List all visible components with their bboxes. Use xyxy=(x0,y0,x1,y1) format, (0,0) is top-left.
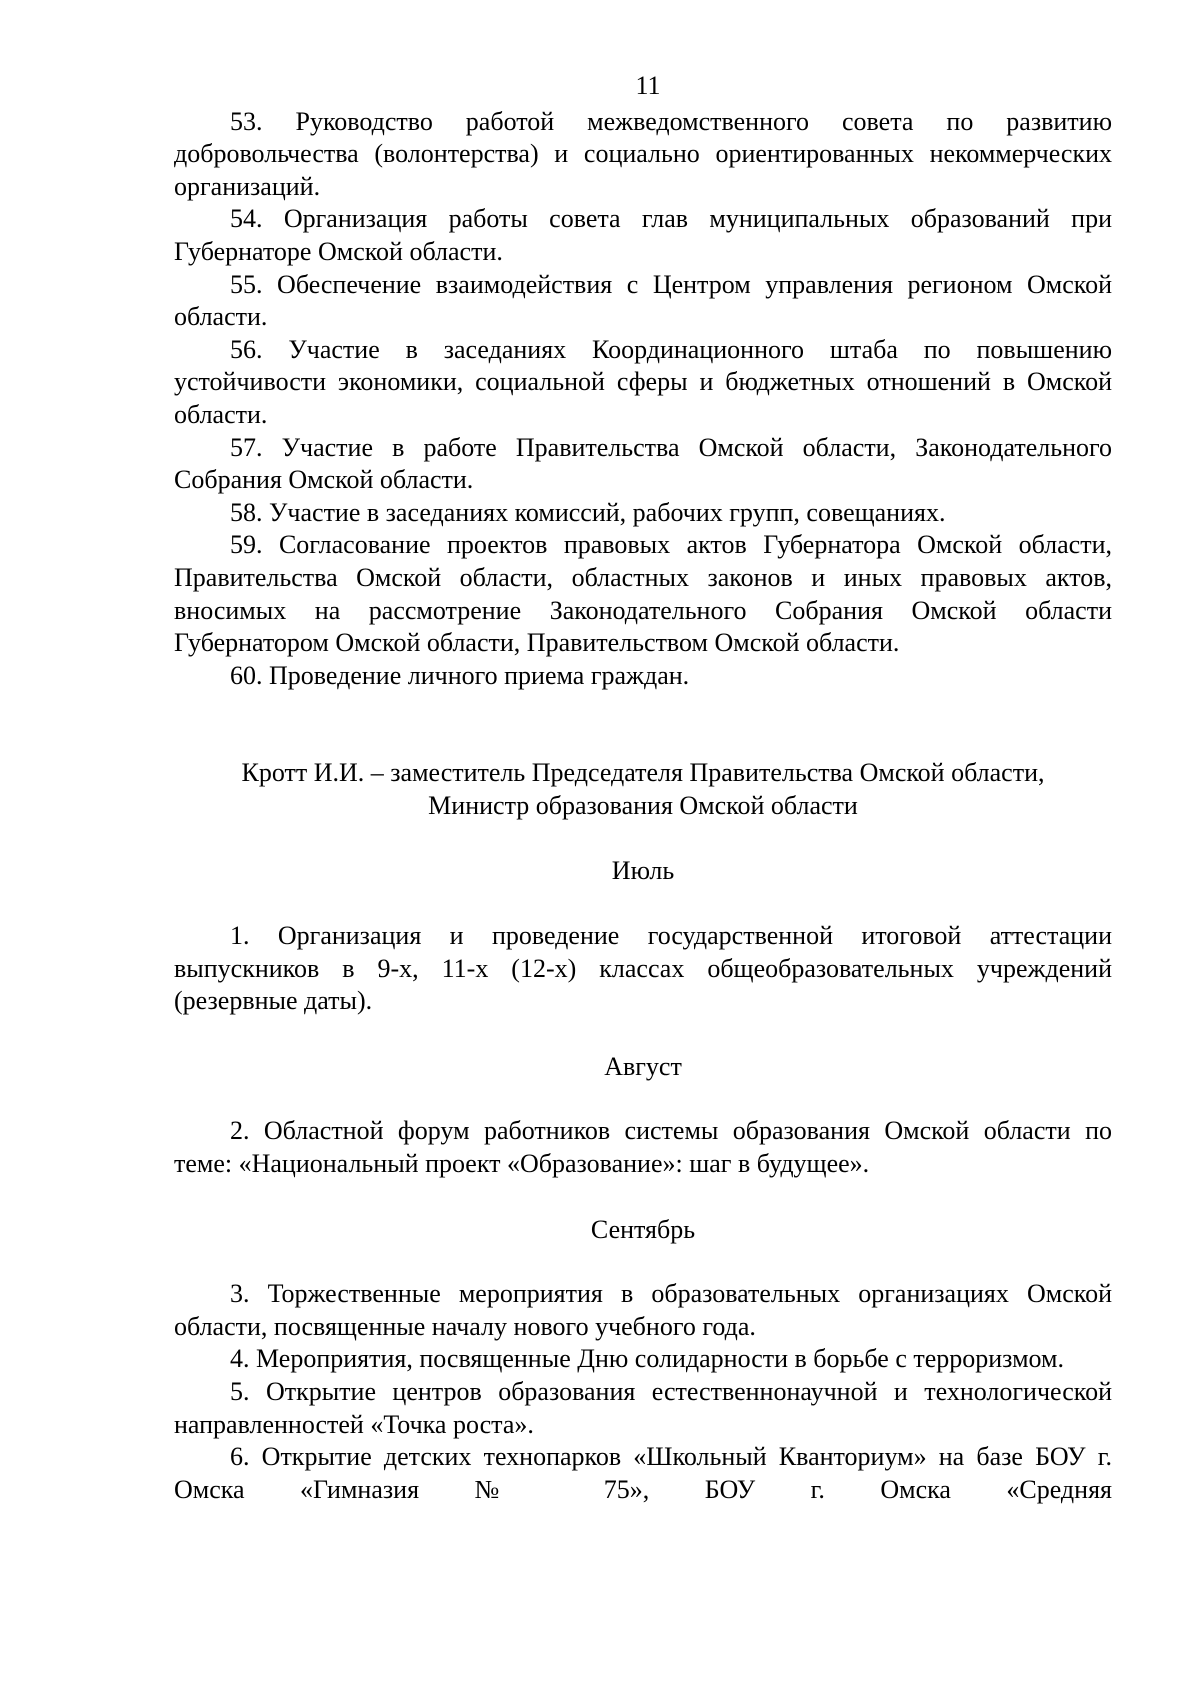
month-heading-september: Сентябрь xyxy=(590,1214,696,1244)
spacer xyxy=(174,1083,1112,1115)
document-page xyxy=(174,70,1112,1506)
spacer xyxy=(174,1246,1112,1278)
list-item-54: 54. Организация работы совета глав муниципальных образований при Губернаторе Омской области. xyxy=(174,204,1112,266)
spacer xyxy=(174,1018,1112,1051)
list-item-57: 57. Участие в работе Правительства Омской области, Законодательного Собрания Омской области. xyxy=(174,432,1112,495)
list-item-55: 55. Обеспечение взаимодействия с Центром управления регионом Омской области. xyxy=(174,269,1112,332)
list-item-60: 60. Проведение личного приема граждан. xyxy=(230,660,690,690)
list-item-58: 58. Участие в заседаниях комиссий, рабочих групп, совещаниях. xyxy=(230,497,946,527)
list-item-september-4: 4. Мероприятия, посвященные Дню солидарности в борьбе с терроризмом. xyxy=(230,1344,1064,1374)
list-item-july-1: 1. Организация и проведение государственной итоговой аттестации выпускников в 9-х, 11-х (12-х) классах общеобразовательных учреждений (резервные даты). xyxy=(174,921,1112,1016)
page-number: 11 xyxy=(635,71,661,100)
month-heading-july: Июль xyxy=(611,856,675,886)
spacer xyxy=(174,888,1112,920)
month-heading-august: Август xyxy=(604,1051,682,1081)
list-item-september-3: 3. Торжественные мероприятия в образовательных организациях Омской области, посвященные началу нового учебного года. xyxy=(174,1279,1112,1341)
section-title-line-1: Кротт И.И. – заместитель Председателя Правительства Омской области, xyxy=(241,758,1045,788)
list-item-september-5: 5. Открытие центров образования естественнонаучной и технологической направленностей «Точка роста». xyxy=(174,1377,1112,1439)
section-title-line-2: Министр образования Омской области xyxy=(428,790,858,820)
spacer xyxy=(174,1181,1112,1214)
list-item-56: 56. Участие в заседаниях Координационного штаба по повышению устойчивости экономики, социальной сферы и бюджетных отношений в Омской области. xyxy=(174,334,1112,429)
list-item-august-2: 2. Областной форум работников системы образования Омской области по теме: «Национальный проект «Образование»: шаг в будущее». xyxy=(174,1116,1112,1179)
list-item-53: 53. Руководство работой межведомственного совета по развитию добровольчества (волонтерства) и социально ориентированных некоммерческих организаций. xyxy=(174,106,1112,201)
list-item-59: 59. Согласование проектов правовых актов Губернатора Омской области, Правительства Омской области, областных законов и иных правовых актов, вносимых на рассмотрение Законодательного Собрания Омской области Губернатором Омской области, Правительством Омской области. xyxy=(174,530,1112,658)
list-item-september-6: 6. Открытие детских технопарков «Школьный Кванториум» на базе БОУ г. Омска «Гимназия № 75», БОУ г. Омска «Средняя xyxy=(174,1442,1112,1504)
spacer xyxy=(174,692,1112,757)
section-title xyxy=(174,757,1112,822)
spacer xyxy=(174,822,1112,855)
